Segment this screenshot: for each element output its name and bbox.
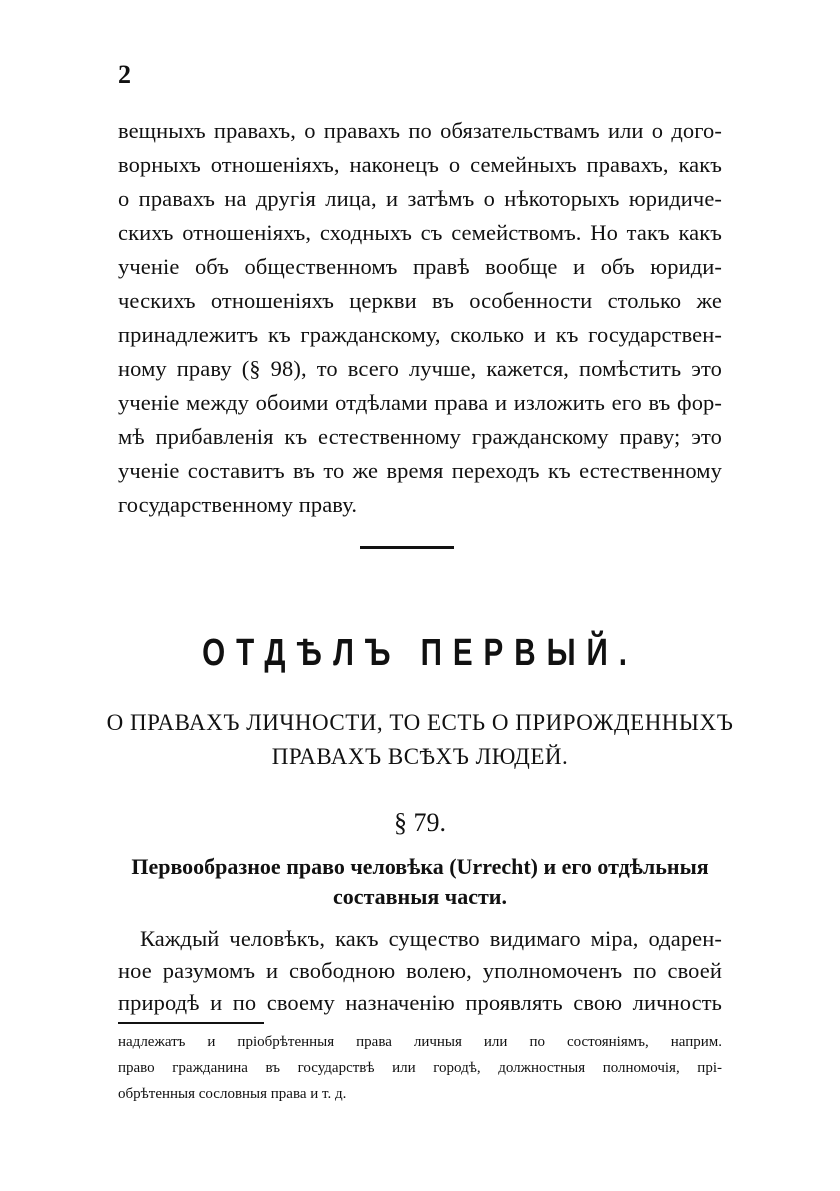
section-divider: [360, 546, 454, 549]
paragraph-heading-line: составныя части.: [333, 884, 507, 909]
text-line: государственному праву.: [118, 492, 358, 517]
section-title: ОТДѢЛЪ ПЕРВЫЙ.: [202, 632, 638, 674]
page-number: 2: [118, 60, 131, 89]
text-line: ческихъ отношеніяхъ церкви въ особенности столько же: [118, 288, 722, 313]
footnote-line: надлежатъ и пріобрѣтенныя права личныя или по состояніямъ, наприм.: [118, 1034, 722, 1050]
section-subtitle-line: О ПРАВАХЪ ЛИЧНОСТИ, ТО ЕСТЬ О ПРИРОЖДЕННЫХЪ: [106, 710, 734, 735]
text-line: о правахъ на другія лица, и затѣмъ о нѣкоторыхъ юридиче-: [118, 186, 722, 211]
text-line: ворныхъ отношеніяхъ, наконецъ о семейныхъ правахъ, какъ: [118, 152, 722, 177]
text-line: природѣ и по своему назначенію проявлять свою личность: [118, 990, 722, 1015]
text-line: Каждый человѣкъ, какъ существо видимаго міра, одарен-: [140, 926, 722, 951]
text-line: принадлежитъ къ гражданскому, сколько и къ государствен-: [118, 322, 722, 347]
text-line: скихъ отношеніяхъ, сходныхъ съ семействомъ. Но такъ какъ: [118, 220, 722, 245]
footnote-line: обрѣтенныя сословныя права и т. д.: [118, 1086, 347, 1102]
paragraph-mark: § 79.: [394, 808, 446, 837]
text-line: ное разумомъ и свободною волею, уполномоченъ по своей: [118, 958, 722, 983]
text-line: ученіе составитъ въ то же время переходъ къ естественному: [118, 458, 722, 483]
paragraph-heading-line: Первообразное право человѣка (Urrecht) и его отдѣльныя: [131, 854, 709, 879]
footnote-line: право гражданина въ государствѣ или городѣ, должностныя полномочія, прі-: [118, 1060, 722, 1076]
text-line: мѣ прибавленія къ естественному гражданскому праву; это: [118, 424, 722, 449]
text-line: ному праву (§ 98), то всего лучше, кажется, помѣстить это: [118, 356, 722, 381]
text-line: ученіе объ общественномъ правѣ вообще и объ юриди-: [118, 254, 722, 279]
section-subtitle-line: ПРАВАХЪ ВСѢХЪ ЛЮДЕЙ.: [271, 744, 569, 769]
text-line: ученіе между обоими отдѣлами права и изложить его въ фор-: [118, 390, 722, 415]
text-line: вещныхъ правахъ, о правахъ по обязательствамъ или о дого-: [118, 118, 722, 143]
footnote-divider: [118, 1022, 264, 1024]
